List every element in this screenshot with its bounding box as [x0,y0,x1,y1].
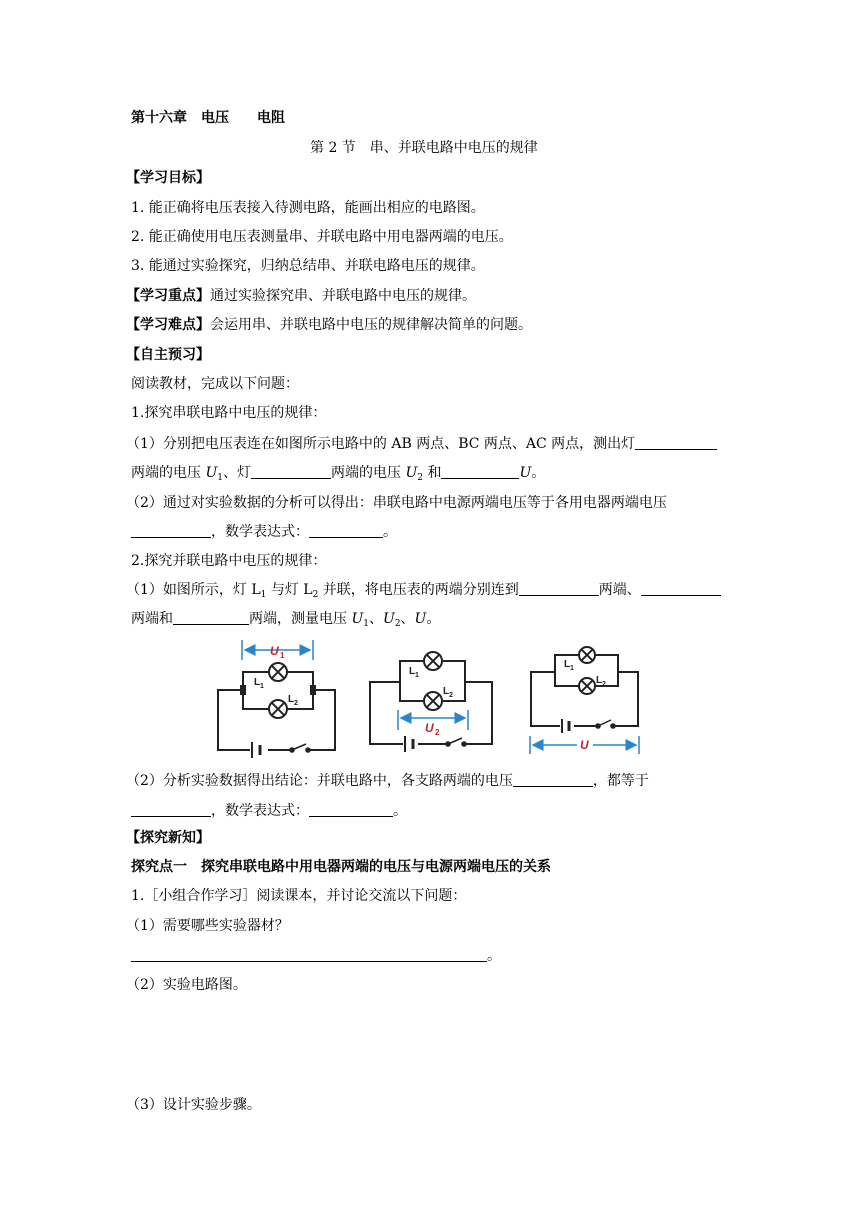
difficulty-text: 会运用串、并联电路中电压的规律解决简单的问题。 [210,317,532,333]
q2-sep-2: 、 [400,611,415,627]
fig3-l2-label: L [596,675,603,686]
q2-u2-sub: 2 [394,619,401,629]
q2-l2-sub: 2 [312,590,319,600]
blank-parallel-source[interactable] [131,802,211,817]
q2-u1-sub: 1 [363,619,369,629]
q2-p2-text-c: ，数学表达式： [211,803,309,819]
fig2-l1-label: L [409,666,416,677]
explore-q3: （3）设计实验步骤。 [126,1097,261,1113]
q2-u-symbol: U [414,611,427,627]
q2-p2-end: 。 [393,803,407,819]
circuit-figure-2 [370,652,492,752]
q2-p2-text-b: ，都等于 [592,773,649,789]
u2-symbol: U [405,465,418,481]
q2-p1-text-a: （1）如图所示，灯 L [126,582,261,598]
q2-p1-text-b: 与灯 L [266,582,313,598]
blank-parallel-1[interactable] [519,581,599,596]
chapter-title: 第十六章 电压 电阻 [131,110,285,126]
explore-q1: （1）需要哪些实验器材？ [126,918,289,934]
preview-q1-p1-line1 [126,434,717,454]
q2-p1-text-d: 两端、 [598,582,641,598]
fig1-l1-label: L [254,677,261,688]
difficulty-line [126,315,532,335]
preview-q2-p2-line1 [126,771,649,791]
preview-q2-p2-line2 [131,801,407,821]
preview-q1-p2-line1: （2）通过对实验数据的分析可以得出：串联电路中电源两端电压等于各用电器两端电压 [126,495,667,511]
u2-sub: 2 [417,473,423,483]
q2-p1-text-c: 并联，将电压表的两端分别连到 [318,582,519,598]
q1-p2-text-b: ，数学表达式： [211,524,309,540]
svg-text:2: 2 [449,692,453,699]
fig2-l2-label: L [443,686,450,697]
svg-text:1: 1 [260,683,264,690]
q1-p1-text-b: 两端的电压 [131,465,206,481]
explore-task-1: 1.［小组合作学习］阅读课本，并讨论交流以下问题： [131,888,467,904]
explore-heading: 【探究新知】 [126,830,210,846]
q2-u2-symbol: U [383,611,395,627]
blank-lamp-u2[interactable] [251,464,331,479]
preview-q2-title: 2.探究并联电路中电压的规律： [131,553,327,569]
svg-text:1: 1 [570,665,574,672]
blank-equipment[interactable] [131,947,487,962]
u1-sub: 1 [217,473,223,483]
goals-heading: 【学习目标】 [126,170,210,186]
fig2-voltage-label: U [425,721,434,735]
fig1-l2-label: L [288,694,295,705]
goal-item-1: 1. 能正确将电压表接入待测电路，能画出相应的电路图。 [131,200,485,216]
explore-q2: （2）实验电路图。 [126,977,247,993]
focus-label: 【学习重点】 [126,288,210,304]
q1-p1-text-a: （1）分别把电压表连在如图所示电路中的 AB 两点、BC 两点、AC 两点，测出灯 [126,436,636,452]
goal-item-3: 3. 能通过实验探究，归纳总结串、并联电路电压的规律。 [131,258,485,274]
svg-text:2: 2 [435,728,440,737]
svg-text:2: 2 [294,700,298,707]
q1-p1-text-d: 两端的电压 [331,465,406,481]
blank-parallel-formula[interactable] [309,802,393,817]
preview-q1-title: 1.探究串联电路中电压的规律： [131,405,327,421]
fig1-voltage-label: U [270,644,279,658]
preview-q1-p2-line2 [131,522,397,542]
q1-p1-text-c: 、灯 [223,465,251,481]
explore-q1-end: 。 [487,948,501,964]
q2-sep-1: 、 [369,611,383,627]
preview-q2-p1-line2 [131,609,440,629]
circuit-figures [200,630,660,760]
q2-l1-sub: 1 [260,590,267,600]
fig3-l1-label: L [564,659,571,670]
blank-series-sum[interactable] [131,523,211,538]
fig3-voltage-label: U [580,738,589,752]
difficulty-label: 【学习难点】 [126,317,210,333]
explore-q1-answer [131,946,501,966]
q1-p1-text-e: 和 [423,465,442,481]
q2-p2-text-a: （2）分析实验数据得出结论：并联电路中，各支路两端的电压 [126,773,513,789]
explore-point-1: 探究点一 探究串联电路中用电器两端的电压与电源两端电压的关系 [131,859,551,875]
preview-intro: 阅读教材，完成以下问题： [131,376,299,392]
q2-p1-text-f: 两端，测量电压 [249,611,352,627]
blank-lamp-u1[interactable] [635,435,717,450]
blank-parallel-equal[interactable] [513,772,593,787]
blank-series-formula[interactable] [309,523,383,538]
svg-text:1: 1 [415,672,419,679]
q2-p1-end: 。 [426,611,441,627]
u1-symbol: U [205,465,218,481]
svg-text:2: 2 [602,681,606,688]
preview-q1-p1-line2 [131,463,545,483]
blank-total-u[interactable] [441,464,519,479]
preview-q2-p1-line1 [126,580,721,600]
u-symbol: U [519,465,532,481]
goal-item-2: 2. 能正确使用电压表测量串、并联电路中用电器两端的电压。 [131,229,513,245]
blank-parallel-2[interactable] [641,581,721,596]
q2-p1-text-e: 两端和 [131,611,173,627]
preview-heading: 【自主预习】 [126,347,210,363]
q2-u1-symbol: U [351,611,364,627]
focus-text: 通过实验探究串、并联电路中电压的规律。 [210,288,476,304]
q1-p2-end: 。 [383,524,397,540]
svg-text:1: 1 [280,651,285,660]
q1-p1-end: 。 [531,465,546,481]
focus-line [126,286,476,306]
section-title: 第 2 节 串、并联电路中电压的规律 [310,140,538,156]
blank-parallel-3[interactable] [173,610,249,625]
